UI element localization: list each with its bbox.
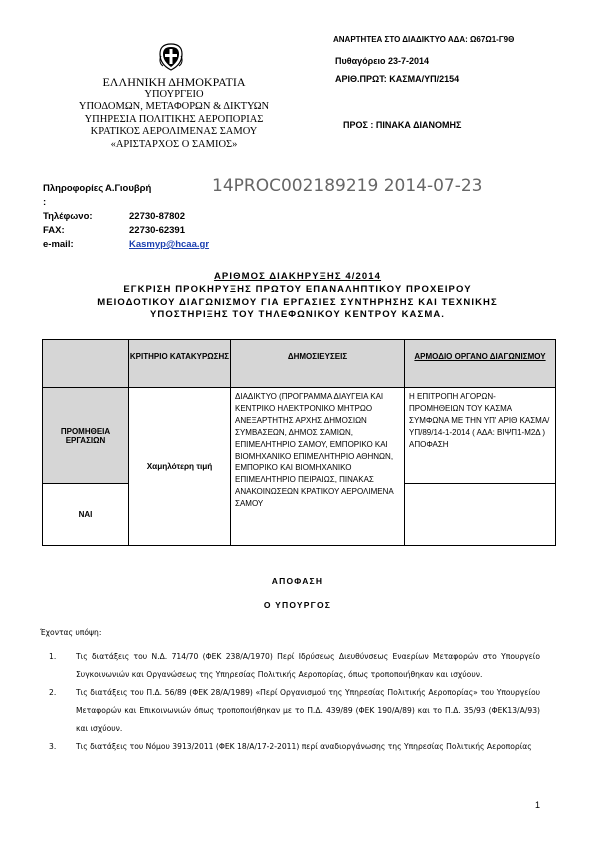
decision-body — [40, 624, 540, 756]
empty-cell — [405, 484, 556, 546]
page-number: 1 — [535, 800, 541, 810]
phone-value: 22730-87802 — [129, 211, 185, 222]
phone-label: Τηλέφωνο: — [43, 211, 93, 222]
notice-title-line: ΥΠΟΣΤΗΡΙΞΗΣ ΤΟΥ ΤΗΛΕΦΩΝΙΚΟΥ ΚΕΝΤΡΟΥ ΚΑΣΜΑ. — [149, 309, 446, 321]
authority-line: ΥΠΗΡΕΣΙΑ ΠΟΛΙΤΙΚΗΣ ΑΕΡΟΠΟΡΙΑΣ — [84, 113, 264, 125]
authority-line: ΕΛΛΗΝΙΚΗ ΔΗΜΟΚΡΑΤΙΑ — [102, 75, 246, 89]
recipient: ΠΡΟΣ : ΠΙΝΑΚΑ ΔΙΑΝΟΜΗΣ — [343, 120, 462, 130]
fax-label: FAX: — [43, 225, 65, 236]
greek-coat-of-arms-icon — [157, 42, 185, 72]
decision-intro: Έχοντας υπόψη: — [40, 628, 102, 637]
place-date: Πυθαγόρειο 23-7-2014 — [335, 56, 430, 66]
row-label-cell: ΠΡΟΜΗΘΕΙΑ ΕΡΓΑΣΙΩΝ — [43, 388, 129, 484]
item-number: 2. — [49, 688, 57, 697]
list-item — [40, 648, 540, 684]
notice-title-line: ΕΓΚΡΙΣΗ ΠΡΟΚΗΡΥΞΗΣ ΠΡΩΤΟΥ ΕΠΑΝΑΛΗΠΤΙΚΟΥ ΠΡΟΧΕΙΡΟΥ — [123, 283, 472, 295]
list-item — [40, 738, 540, 756]
issuing-authority — [58, 76, 290, 152]
competent-body-cell: Η ΕΠΙΤΡΟΠΗ ΑΓΟΡΩΝ-ΠΡΟΜΗΘΕΙΩΝ ΤΟΥ ΚΑΣΜΑ ΣΥΜΦΩΝΑ ΜΕ ΤΗΝ ΥΠ' ΑΡΙΘ ΚΑΣΜΑ/ΥΠ/89/14-1-2014 ( ΑΔΑ: ΒΙΨΠ1-Μ2Δ ) ΑΠΟΦΑΣΗ — [405, 388, 556, 484]
row-value-cell: ΝΑΙ — [43, 484, 129, 546]
list-item — [40, 684, 540, 738]
decision-title: ΑΠΟΦΑΣΗ — [271, 576, 324, 586]
tender-table — [42, 339, 556, 546]
fax-value: 22730-62391 — [129, 225, 185, 236]
notice-title-line: ΜΕΙΟΔΟΤΙΚΟΥ ΔΙΑΓΩΝΙΣΜΟΥ ΓΙΑ ΕΡΓΑΣΙΕΣ ΣΥΝΤΗΡΗΣΗΣ ΚΑΙ ΤΕΧΝΙΚΗΣ — [97, 296, 498, 308]
document-metadata — [335, 52, 459, 88]
item-text: Τις διατάξεις του Ν.Δ. 714/70 (ΦΕΚ 238/Α/1970) Περί Ιδρύσεως Διευθύνσεως Εναερίων Μεταφορών στο Υπουργείο Συγκοινωνιών και Οργανώσεως της Υπηρεσίας Πολιτικής Αεροπορίας, όπως τροποποιήθηκαν και ισχύουν. — [76, 652, 540, 679]
header-competent-body: ΑΡΜΟΔΙΟ ΟΡΓΑΝΟ ΔΙΑΓΩΝΙΣΜΟΥ — [405, 340, 556, 388]
authority-line: ΚΡΑΤΙΚΟΣ ΑΕΡΟΛΙΜΕΝΑΣ ΣΑΜΟΥ — [90, 126, 258, 138]
item-number: 3. — [49, 742, 57, 751]
registry-stamp: 14PROC002189219 2014-07-23 — [212, 176, 483, 196]
email-label: e-mail: — [43, 239, 74, 250]
posting-reference: ΑΝΑΡΤΗΤΕΑ ΣΤΟ ΔΙΑΔΙΚΤΥΟ ΑΔΑ: Ω67Ω1-Γ9Θ — [333, 35, 515, 44]
header-publications: ΔΗΜΟΣΙΕΥΣΕΙΣ — [231, 340, 405, 388]
notice-title — [40, 271, 555, 322]
item-text: Τις διατάξεις του Π.Δ. 56/89 (ΦΕΚ 28/Α/1989) «Περί Οργανισμού της Υπηρεσίας Πολιτικής Αεροπορίας» του Υπουργείου Μεταφορών και Επικοινωνιών όπως τροποποιήθηκαν με το Π.Δ. 439/89 (ΦΕΚ 190/Α/89) και το Π.Δ. 35/93 (ΦΕΚ13/Α/93) και ισχύουν. — [76, 688, 540, 733]
table-corner-cell — [43, 340, 129, 388]
authority-line: ΥΠΟΔΟΜΩΝ, ΜΕΤΑΦΟΡΩΝ & ΔΙΚΤΥΩΝ — [78, 101, 270, 113]
criterion-cell: Χαμηλότερη τιμή — [129, 388, 231, 546]
publications-cell: ΔΙΑΔΙΚΤΥΟ (ΠΡΟΓΡΑΜΜΑ ΔΙΑΥΓΕΙΑ ΚΑΙ ΚΕΝΤΡΙΚΟ ΗΛΕΚΤΡΟΝΙΚΟ ΜΗΤΡΩΟ ΑΝΕΞΑΡΤΗΤΗΣ ΑΡΧΗΣ ΔΗΜΟΣΙΩΝ ΣΥΜΒΑΣΕΩΝ, ΔΗΜΟΣ ΣΑΜΙΩΝ, ΕΠΙΜΕΛΗΤΗΡΙΟ ΣΑΜΟΥ, ΕΜΠΟΡΙΚΟ ΚΑΙ ΒΙΟΜΗΧΑΝΙΚΟ ΕΠΙΜΕΛΗΤΗΡΙΟ ΑΘΗΝΩΝ, ΕΜΠΟΡΙΚΟ ΚΑΙ ΒΙΟΜΗΧΑΝΙΚΟ ΕΠΙΜΕΛΗΤΗΡΙΟ ΠΕΙΡΑΙΩΣ, ΠΙΝΑΚΑΣ ΑΝΑΚΟΙΝΩΣΕΩΝ ΚΡΑΤΙΚΟΥ ΑΕΡΟΛΙΜΕΝΑ ΣΑΜΟΥ — [231, 388, 405, 546]
authority-line: ΥΠΟΥΡΓΕΙΟ — [144, 88, 204, 100]
header-criterion: ΚΡΙΤΗΡΙΟ ΚΑΤΑΚΥΡΩΣΗΣ — [129, 340, 231, 388]
notice-number: ΑΡΙΘΜΟΣ ΔΙΑΚΗΡΥΞΗΣ 4/2014 — [213, 271, 382, 282]
decision-subtitle: Ο ΥΠΟΥΡΓΟΣ — [263, 600, 332, 610]
contact-label: Πληροφορίες : — [43, 183, 104, 208]
protocol-number: ΑΡΙΘ.ΠΡΩΤ: ΚΑΣΜΑ/ΥΠ/2154 — [335, 74, 460, 84]
item-number: 1. — [49, 652, 57, 661]
authority-line: «ΑΡΙΣΤΑΡΧΟΣ Ο ΣΑΜΙΟΣ» — [110, 138, 238, 150]
contact-info — [43, 182, 209, 252]
contact-person: Α.Γιουβρή — [105, 183, 152, 194]
email-link[interactable]: Kasmyp@hcaa.gr — [129, 239, 210, 250]
item-text: Τις διατάξεις του Νόμου 3913/2011 (ΦΕΚ 18/Α/17-2-2011) περί αναδιοργάνωσης της Υπηρεσίας Πολιτικής Αεροπορίας — [76, 742, 532, 751]
